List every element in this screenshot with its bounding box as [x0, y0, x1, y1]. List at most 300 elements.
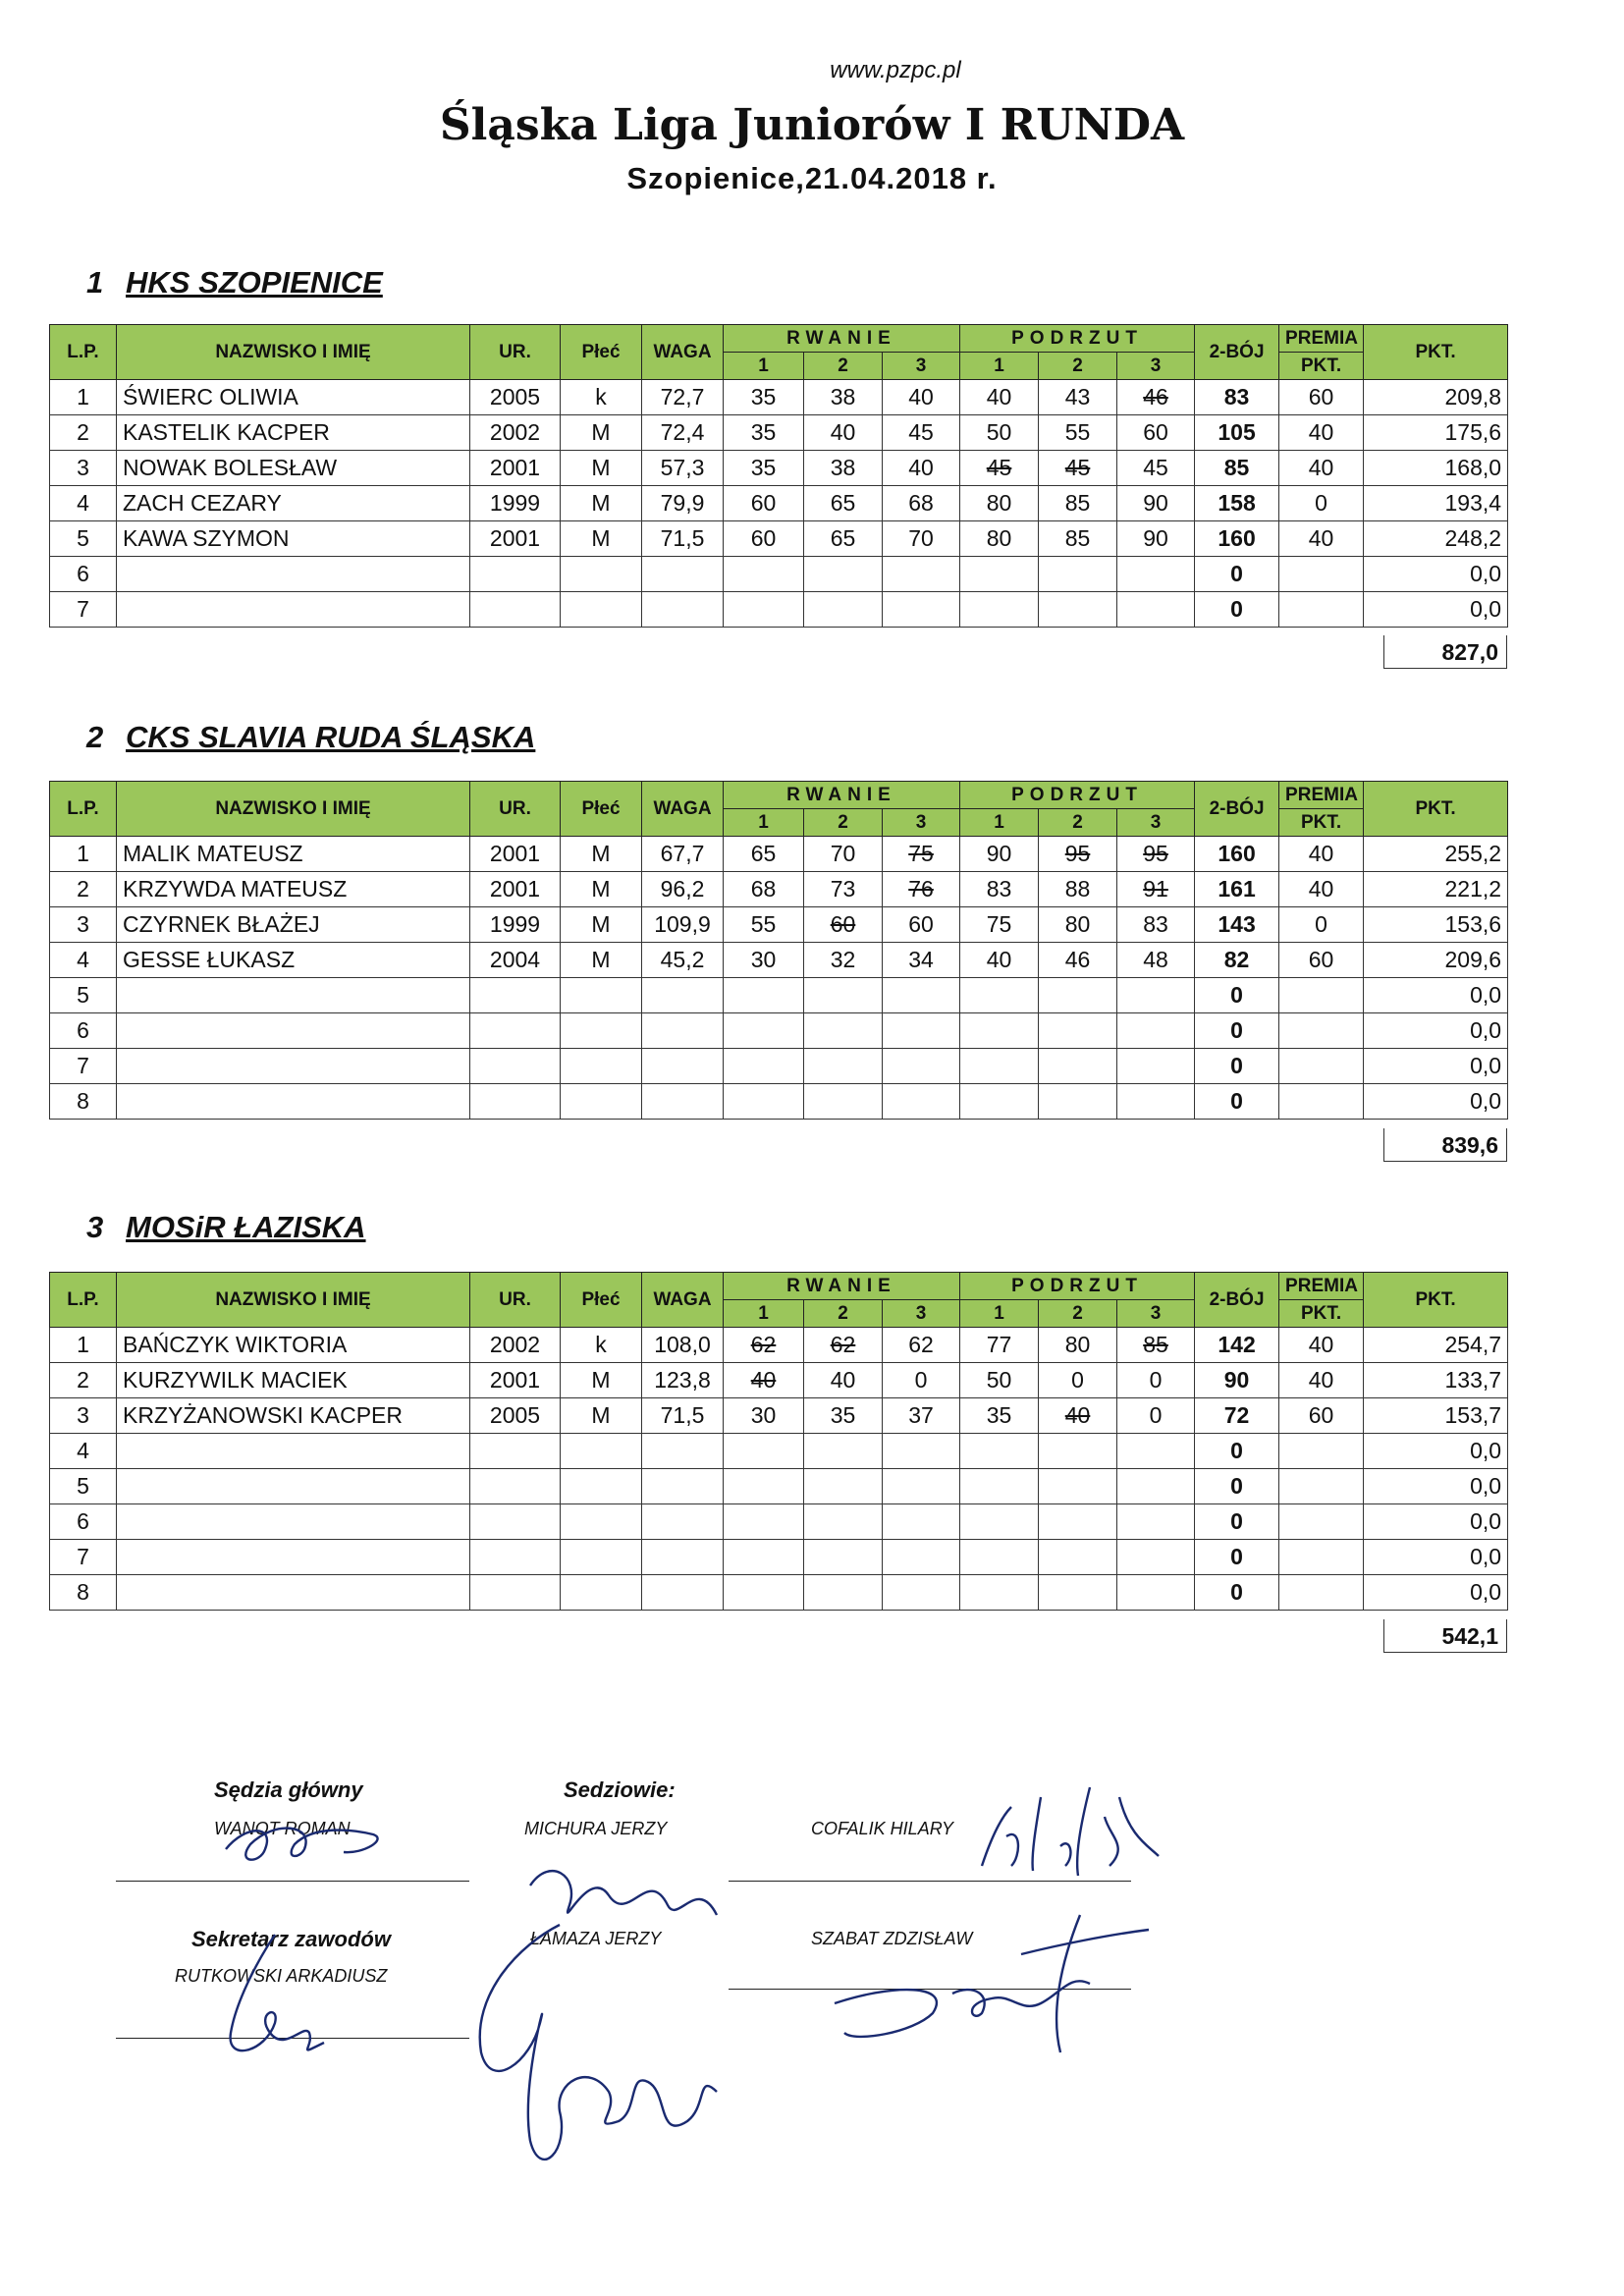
team-total: 839,6: [1383, 1128, 1507, 1162]
cell-plec: [561, 978, 642, 1013]
cell-p1: 77: [960, 1328, 1039, 1363]
cell-boj: 161: [1195, 872, 1279, 907]
cell-pkt: 133,7: [1364, 1363, 1508, 1398]
cell-plec: M: [561, 1398, 642, 1434]
cell-waga: [642, 1575, 724, 1611]
table-row: [50, 1504, 1508, 1540]
cell-pkt: 0,0: [1364, 1084, 1508, 1120]
cell-r2: [804, 1084, 883, 1120]
secretary-name: RUTKOWSKI ARKADIUSZ: [175, 1966, 388, 1986]
cell-p2: 80: [1039, 907, 1117, 943]
cell-r3: [883, 1469, 960, 1504]
cell-p2: 80: [1039, 1328, 1117, 1363]
cell-p1: [960, 1049, 1039, 1084]
cell-ur: 2005: [470, 380, 561, 415]
cell-name: [117, 1084, 470, 1120]
cell-r2: 60: [804, 907, 883, 943]
cell-p1: 40: [960, 380, 1039, 415]
cell-premia: [1279, 1434, 1364, 1469]
cell-waga: [642, 1049, 724, 1084]
column-header-bonus-points: PKT.: [1279, 809, 1364, 837]
cell-r1: 35: [724, 451, 804, 486]
column-header-total: 2-BÓJ: [1195, 1273, 1279, 1328]
cell-premia: [1279, 1469, 1364, 1504]
cell-boj: 160: [1195, 837, 1279, 872]
judges-signature-large: [461, 1827, 756, 2200]
team-name: MOSiR ŁAZISKA: [126, 1210, 366, 1244]
team-heading: [86, 265, 383, 301]
table-row: [50, 415, 1508, 451]
table-row: [50, 451, 1508, 486]
cell-p2: [1039, 1469, 1117, 1504]
cell-waga: 57,3: [642, 451, 724, 486]
cell-r1: [724, 592, 804, 628]
column-header-name: NAZWISKO I IMIĘ: [117, 1273, 470, 1328]
cell-r1: [724, 1575, 804, 1611]
column-header-points: PKT.: [1364, 782, 1508, 837]
table-row: [50, 1084, 1508, 1120]
cell-r2: 62: [804, 1328, 883, 1363]
column-header-attempt: 3: [883, 1300, 960, 1328]
cell-p2: [1039, 978, 1117, 1013]
team-total: 827,0: [1383, 635, 1507, 669]
cell-p1: 45: [960, 451, 1039, 486]
cell-plec: [561, 1504, 642, 1540]
cell-waga: 72,7: [642, 380, 724, 415]
cell-r2: [804, 1575, 883, 1611]
table-row: [50, 1013, 1508, 1049]
cell-lp: 5: [50, 1469, 117, 1504]
cell-r2: [804, 1504, 883, 1540]
cell-lp: 7: [50, 1540, 117, 1575]
table-row: [50, 1328, 1508, 1363]
cell-p2: [1039, 1504, 1117, 1540]
cell-pkt: 175,6: [1364, 415, 1508, 451]
column-header-attempt: 2: [804, 809, 883, 837]
cell-r3: [883, 978, 960, 1013]
cell-p3: [1117, 1469, 1195, 1504]
column-header-sex: Płeć: [561, 782, 642, 837]
cell-pkt: 255,2: [1364, 837, 1508, 872]
cell-name: NOWAK BOLESŁAW: [117, 451, 470, 486]
cell-p1: [960, 557, 1039, 592]
table-row: [50, 380, 1508, 415]
cell-lp: 2: [50, 872, 117, 907]
cell-lp: 6: [50, 1013, 117, 1049]
cell-p3: 45: [1117, 451, 1195, 486]
cell-pkt: 0,0: [1364, 1013, 1508, 1049]
cell-name: GESSE ŁUKASZ: [117, 943, 470, 978]
cell-lp: 5: [50, 978, 117, 1013]
cell-r2: 73: [804, 872, 883, 907]
cell-p3: 0: [1117, 1363, 1195, 1398]
cell-name: [117, 592, 470, 628]
cell-waga: [642, 1540, 724, 1575]
cell-lp: 8: [50, 1575, 117, 1611]
cell-p2: [1039, 1013, 1117, 1049]
cell-ur: [470, 1575, 561, 1611]
team-heading: [86, 1210, 366, 1245]
cell-premia: [1279, 1575, 1364, 1611]
cell-ur: 2001: [470, 1363, 561, 1398]
cell-ur: 2005: [470, 1398, 561, 1434]
cell-p3: 90: [1117, 486, 1195, 521]
cell-boj: 0: [1195, 592, 1279, 628]
column-header-attempt: 1: [724, 1300, 804, 1328]
cell-p3: 60: [1117, 415, 1195, 451]
cell-name: MALIK MATEUSZ: [117, 837, 470, 872]
cell-p2: [1039, 557, 1117, 592]
cell-ur: [470, 1013, 561, 1049]
cell-pkt: 0,0: [1364, 1434, 1508, 1469]
cell-boj: 0: [1195, 1540, 1279, 1575]
cell-premia: [1279, 1049, 1364, 1084]
column-header-attempt: 1: [724, 353, 804, 380]
column-header-clean-jerk: PODRZUT: [960, 782, 1195, 809]
cell-p3: 91: [1117, 872, 1195, 907]
cell-p2: 95: [1039, 837, 1117, 872]
judges-label: Sedziowie:: [564, 1777, 676, 1802]
cell-lp: 5: [50, 521, 117, 557]
column-header-attempt: 2: [1039, 809, 1117, 837]
cell-r2: 32: [804, 943, 883, 978]
cell-r3: 37: [883, 1398, 960, 1434]
cell-r3: [883, 557, 960, 592]
cell-p2: 43: [1039, 380, 1117, 415]
cell-p2: 88: [1039, 872, 1117, 907]
cell-name: [117, 1540, 470, 1575]
table-row: [50, 837, 1508, 872]
document-title: Śląska Liga Juniorów I RUNDA: [439, 100, 1185, 150]
cell-premia: 40: [1279, 451, 1364, 486]
judge-signature-2: [962, 1777, 1178, 1895]
cell-p2: [1039, 1084, 1117, 1120]
cell-r3: [883, 1434, 960, 1469]
cell-lp: 7: [50, 592, 117, 628]
cell-r2: 38: [804, 380, 883, 415]
secretary-signature: [196, 1925, 353, 2072]
cell-r3: 76: [883, 872, 960, 907]
cell-p2: [1039, 1540, 1117, 1575]
cell-name: ZACH CEZARY: [117, 486, 470, 521]
cell-p3: 85: [1117, 1328, 1195, 1363]
cell-p3: [1117, 1084, 1195, 1120]
column-header-attempt: 3: [1117, 1300, 1195, 1328]
cell-p1: [960, 1434, 1039, 1469]
table-row: [50, 872, 1508, 907]
cell-r2: 38: [804, 451, 883, 486]
cell-p2: 46: [1039, 943, 1117, 978]
cell-r3: [883, 1013, 960, 1049]
cell-name: [117, 1469, 470, 1504]
judge-name-3: ŁAMAZA JERZY: [530, 1929, 662, 1948]
column-header-year: UR.: [470, 1273, 561, 1328]
cell-r1: [724, 1013, 804, 1049]
cell-name: [117, 1434, 470, 1469]
cell-r3: 0: [883, 1363, 960, 1398]
cell-r2: [804, 592, 883, 628]
cell-r2: 65: [804, 521, 883, 557]
cell-name: KRZYŻANOWSKI KACPER: [117, 1398, 470, 1434]
cell-p1: 50: [960, 415, 1039, 451]
cell-ur: [470, 1049, 561, 1084]
cell-boj: 82: [1195, 943, 1279, 978]
column-header-attempt: 1: [960, 809, 1039, 837]
column-header-bonus-points: PKT.: [1279, 1300, 1364, 1328]
cell-r1: [724, 1084, 804, 1120]
cell-p1: 40: [960, 943, 1039, 978]
table-row: [50, 1575, 1508, 1611]
cell-r1: 40: [724, 1363, 804, 1398]
cell-ur: 2001: [470, 521, 561, 557]
cell-name: [117, 1049, 470, 1084]
team-number: 3: [86, 1210, 104, 1244]
cell-waga: 67,7: [642, 837, 724, 872]
cell-waga: [642, 1469, 724, 1504]
cell-lp: 8: [50, 1084, 117, 1120]
cell-p3: [1117, 1013, 1195, 1049]
cell-r1: [724, 1540, 804, 1575]
cell-r3: 70: [883, 521, 960, 557]
cell-p1: [960, 1575, 1039, 1611]
cell-boj: 0: [1195, 1575, 1279, 1611]
cell-p2: [1039, 1575, 1117, 1611]
cell-pkt: 153,6: [1364, 907, 1508, 943]
secretary-label: Sekretarz zawodów: [191, 1927, 391, 1951]
cell-r1: [724, 557, 804, 592]
cell-plec: [561, 1084, 642, 1120]
cell-p3: [1117, 978, 1195, 1013]
cell-pkt: 0,0: [1364, 1575, 1508, 1611]
cell-r2: 40: [804, 415, 883, 451]
column-header-total: 2-BÓJ: [1195, 325, 1279, 380]
cell-name: [117, 1575, 470, 1611]
cell-boj: 0: [1195, 978, 1279, 1013]
column-header-points: PKT.: [1364, 1273, 1508, 1328]
column-header-attempt: 3: [883, 809, 960, 837]
cell-ur: [470, 978, 561, 1013]
column-header-sex: Płeć: [561, 1273, 642, 1328]
table-row: [50, 592, 1508, 628]
column-header-bonus: PREMIA: [1279, 325, 1364, 353]
cell-ur: [470, 1084, 561, 1120]
cell-p1: [960, 1540, 1039, 1575]
cell-lp: 3: [50, 1398, 117, 1434]
cell-plec: k: [561, 380, 642, 415]
cell-premia: 40: [1279, 872, 1364, 907]
cell-pkt: 0,0: [1364, 1469, 1508, 1504]
cell-waga: [642, 1013, 724, 1049]
cell-r3: [883, 1575, 960, 1611]
cell-r3: [883, 1084, 960, 1120]
results-table: [49, 324, 1508, 628]
cell-r2: 65: [804, 486, 883, 521]
judge-signature-4: [815, 1886, 1168, 2062]
cell-premia: 40: [1279, 521, 1364, 557]
cell-r2: [804, 557, 883, 592]
cell-plec: [561, 592, 642, 628]
cell-p2: [1039, 1049, 1117, 1084]
cell-r2: [804, 1049, 883, 1084]
table-row: [50, 486, 1508, 521]
cell-p2: 85: [1039, 486, 1117, 521]
cell-premia: [1279, 978, 1364, 1013]
cell-lp: 2: [50, 1363, 117, 1398]
cell-r1: [724, 1504, 804, 1540]
cell-plec: M: [561, 451, 642, 486]
cell-pkt: 0,0: [1364, 557, 1508, 592]
column-header-attempt: 1: [960, 1300, 1039, 1328]
cell-pkt: 0,0: [1364, 1540, 1508, 1575]
cell-r3: 40: [883, 380, 960, 415]
cell-r1: [724, 978, 804, 1013]
cell-r3: [883, 1540, 960, 1575]
cell-boj: 160: [1195, 521, 1279, 557]
cell-waga: 72,4: [642, 415, 724, 451]
column-header-weight: WAGA: [642, 782, 724, 837]
cell-premia: 60: [1279, 1398, 1364, 1434]
column-header-weight: WAGA: [642, 325, 724, 380]
cell-waga: 45,2: [642, 943, 724, 978]
judge-name-2: COFALIK HILARY: [811, 1819, 954, 1838]
cell-boj: 0: [1195, 557, 1279, 592]
cell-r3: 62: [883, 1328, 960, 1363]
column-header-bonus: PREMIA: [1279, 782, 1364, 809]
cell-plec: [561, 1575, 642, 1611]
website-url: www.pzpc.pl: [830, 57, 961, 83]
cell-premia: [1279, 557, 1364, 592]
cell-pkt: 209,8: [1364, 380, 1508, 415]
cell-p3: [1117, 1540, 1195, 1575]
table-row: [50, 978, 1508, 1013]
cell-lp: 3: [50, 451, 117, 486]
cell-pkt: 254,7: [1364, 1328, 1508, 1363]
cell-p2: 85: [1039, 521, 1117, 557]
cell-r1: [724, 1469, 804, 1504]
cell-lp: 6: [50, 1504, 117, 1540]
cell-r2: [804, 1469, 883, 1504]
cell-premia: 40: [1279, 837, 1364, 872]
cell-r3: [883, 1049, 960, 1084]
cell-ur: [470, 1504, 561, 1540]
cell-lp: 1: [50, 380, 117, 415]
table-row: [50, 1049, 1508, 1084]
column-header-bonus: PREMIA: [1279, 1273, 1364, 1300]
cell-lp: 4: [50, 486, 117, 521]
column-header-clean-jerk: PODRZUT: [960, 1273, 1195, 1300]
cell-name: ŚWIERC OLIWIA: [117, 380, 470, 415]
cell-r1: 30: [724, 1398, 804, 1434]
cell-premia: [1279, 1504, 1364, 1540]
cell-waga: [642, 1434, 724, 1469]
cell-r3: 40: [883, 451, 960, 486]
cell-waga: 79,9: [642, 486, 724, 521]
team-number: 1: [86, 265, 104, 300]
cell-r1: 55: [724, 907, 804, 943]
cell-pkt: 0,0: [1364, 1049, 1508, 1084]
cell-r1: 35: [724, 380, 804, 415]
cell-r1: 65: [724, 837, 804, 872]
cell-premia: [1279, 1540, 1364, 1575]
column-header-sex: Płeć: [561, 325, 642, 380]
cell-ur: 2002: [470, 415, 561, 451]
column-header-lp: L.P.: [50, 782, 117, 837]
cell-r1: 62: [724, 1328, 804, 1363]
cell-ur: [470, 592, 561, 628]
cell-p1: 83: [960, 872, 1039, 907]
cell-premia: 0: [1279, 486, 1364, 521]
cell-premia: 60: [1279, 943, 1364, 978]
table-row: [50, 1469, 1508, 1504]
cell-r3: [883, 1504, 960, 1540]
cell-boj: 83: [1195, 380, 1279, 415]
cell-ur: 2001: [470, 837, 561, 872]
cell-boj: 0: [1195, 1504, 1279, 1540]
cell-name: CZYRNEK BŁAŻEJ: [117, 907, 470, 943]
cell-p1: [960, 1469, 1039, 1504]
cell-boj: 72: [1195, 1398, 1279, 1434]
column-header-lp: L.P.: [50, 1273, 117, 1328]
cell-ur: 2001: [470, 451, 561, 486]
cell-plec: M: [561, 943, 642, 978]
team-name: CKS SLAVIA RUDA ŚLĄSKA: [126, 720, 536, 754]
cell-boj: 158: [1195, 486, 1279, 521]
column-header-name: NAZWISKO I IMIĘ: [117, 325, 470, 380]
cell-lp: 7: [50, 1049, 117, 1084]
cell-waga: 71,5: [642, 1398, 724, 1434]
cell-p1: [960, 1504, 1039, 1540]
table-row: [50, 1540, 1508, 1575]
cell-p1: 80: [960, 521, 1039, 557]
cell-r2: [804, 978, 883, 1013]
cell-ur: [470, 1434, 561, 1469]
cell-ur: 2004: [470, 943, 561, 978]
team-number: 2: [86, 720, 104, 754]
cell-name: [117, 978, 470, 1013]
cell-p3: 0: [1117, 1398, 1195, 1434]
cell-r1: 60: [724, 521, 804, 557]
cell-boj: 0: [1195, 1013, 1279, 1049]
cell-boj: 0: [1195, 1469, 1279, 1504]
cell-p3: 46: [1117, 380, 1195, 415]
cell-p2: 0: [1039, 1363, 1117, 1398]
cell-r3: 45: [883, 415, 960, 451]
cell-lp: 3: [50, 907, 117, 943]
cell-r2: 40: [804, 1363, 883, 1398]
column-header-points: PKT.: [1364, 325, 1508, 380]
cell-r3: 34: [883, 943, 960, 978]
column-header-year: UR.: [470, 782, 561, 837]
cell-p3: [1117, 1434, 1195, 1469]
table-row: [50, 1363, 1508, 1398]
column-header-attempt: 2: [804, 353, 883, 380]
chief-judge-name: WANOT ROMAN: [214, 1819, 351, 1838]
cell-p2: [1039, 1434, 1117, 1469]
cell-r2: 70: [804, 837, 883, 872]
cell-name: [117, 1504, 470, 1540]
cell-name: [117, 1013, 470, 1049]
cell-p3: [1117, 1049, 1195, 1084]
cell-p2: [1039, 592, 1117, 628]
cell-lp: 2: [50, 415, 117, 451]
cell-pkt: 209,6: [1364, 943, 1508, 978]
cell-plec: [561, 1434, 642, 1469]
table-row: [50, 943, 1508, 978]
cell-pkt: 221,2: [1364, 872, 1508, 907]
cell-p1: 80: [960, 486, 1039, 521]
cell-lp: 4: [50, 1434, 117, 1469]
cell-plec: M: [561, 486, 642, 521]
